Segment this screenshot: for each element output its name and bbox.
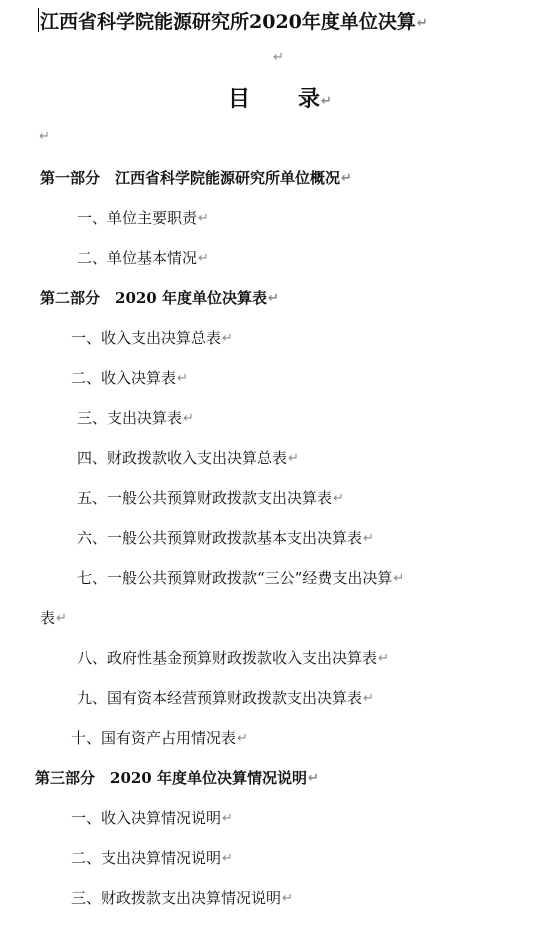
toc-heading-right: 录 <box>298 86 321 112</box>
document-title-line <box>38 8 428 32</box>
paragraph-mark-icon: ↵ <box>198 211 209 226</box>
paragraph-mark-icon: ↵ <box>341 171 352 186</box>
toc-item-label: 二、收入决算表 <box>71 369 177 387</box>
paragraph-mark-icon: ↵ <box>393 571 405 586</box>
paragraph-mark-icon: ↵ <box>56 611 67 626</box>
paragraph-mark-icon: ↵ <box>177 371 188 386</box>
paragraph-mark-icon: ↵ <box>363 691 374 706</box>
paragraph-mark-icon: ↵ <box>363 531 374 546</box>
toc-heading <box>228 88 332 110</box>
toc-item-label: 七、一般公共预算财政拨款“三公”经费支出决算 <box>77 569 393 587</box>
toc-item-label: 五、一般公共预算财政拨款支出决算表 <box>77 489 333 507</box>
paragraph-mark-icon: ↵ <box>39 129 50 144</box>
toc-item[interactable] <box>77 531 374 546</box>
toc-item[interactable] <box>71 811 233 826</box>
toc-part-label: 第三部分 2020 年度单位决算情况说明 <box>35 769 307 787</box>
paragraph-mark-icon: ↵ <box>222 851 233 866</box>
paragraph-mark-icon: ↵ <box>416 16 428 31</box>
toc-item-label: 一、收入支出决算总表 <box>71 329 222 347</box>
toc-item[interactable] <box>77 651 389 666</box>
toc-item-label: 六、一般公共预算财政拨款基本支出决算表 <box>77 529 363 547</box>
toc-part-label: 第一部分 江西省科学院能源研究所单位概况 <box>40 169 341 187</box>
toc-item[interactable] <box>77 211 209 226</box>
paragraph-mark-icon: ↵ <box>273 50 284 65</box>
paragraph-mark-icon: ↵ <box>267 291 279 306</box>
toc-item-label: 一、收入决算情况说明 <box>71 809 222 827</box>
toc-item-label: 三、财政拨款支出决算情况说明 <box>71 889 282 907</box>
toc-item-label: 二、支出决算情况说明 <box>71 849 222 867</box>
paragraph-mark-icon: ↵ <box>333 491 344 506</box>
toc-item[interactable] <box>77 251 209 266</box>
toc-part-3[interactable] <box>35 771 319 786</box>
paragraph-mark-icon: ↵ <box>237 731 248 746</box>
toc-item-label: 十、国有资产占用情况表 <box>71 729 237 747</box>
toc-item-label: 九、国有资本经营预算财政拨款支出决算表 <box>77 689 363 707</box>
toc-item[interactable] <box>71 891 293 906</box>
toc-item[interactable] <box>71 371 188 386</box>
paragraph-mark-icon: ↵ <box>183 411 194 426</box>
paragraph-mark-icon: ↵ <box>282 891 293 906</box>
toc-item[interactable] <box>71 331 233 346</box>
paragraph-mark-icon: ↵ <box>222 811 233 826</box>
toc-item[interactable] <box>77 491 344 506</box>
toc-item-label: 四、财政拨款收入支出决算总表 <box>77 449 288 467</box>
document-title[interactable]: 江西省科学院能源研究所2020年度单位决算 <box>40 11 416 33</box>
toc-part-label: 第二部分 2020 年度单位决算表 <box>40 289 267 307</box>
paragraph-mark-icon: ↵ <box>378 651 389 666</box>
toc-item[interactable] <box>77 571 404 586</box>
paragraph-mark-icon: ↵ <box>307 771 319 786</box>
empty-paragraph <box>272 50 284 65</box>
toc-item-label: 三、支出决算表 <box>77 409 183 427</box>
toc-item[interactable] <box>71 731 248 746</box>
toc-item[interactable] <box>77 411 194 426</box>
toc-part-2[interactable] <box>40 291 279 306</box>
text-cursor <box>38 8 39 32</box>
toc-item[interactable] <box>77 691 374 706</box>
toc-item[interactable] <box>77 451 299 466</box>
empty-paragraph <box>38 129 50 144</box>
toc-item-label: 一、单位主要职责 <box>77 209 198 227</box>
paragraph-mark-icon: ↵ <box>288 451 299 466</box>
toc-item[interactable] <box>71 851 233 866</box>
paragraph-mark-icon: ↵ <box>321 94 332 109</box>
toc-item-label: 表 <box>40 609 56 627</box>
paragraph-mark-icon: ↵ <box>198 251 209 266</box>
toc-item-label: 八、政府性基金预算财政拨款收入支出决算表 <box>77 649 378 667</box>
toc-item-continuation[interactable] <box>40 611 67 626</box>
toc-heading-left: 目 <box>228 86 251 112</box>
paragraph-mark-icon: ↵ <box>222 331 233 346</box>
toc-item-label: 二、单位基本情况 <box>77 249 198 267</box>
toc-part-1[interactable] <box>40 171 352 186</box>
